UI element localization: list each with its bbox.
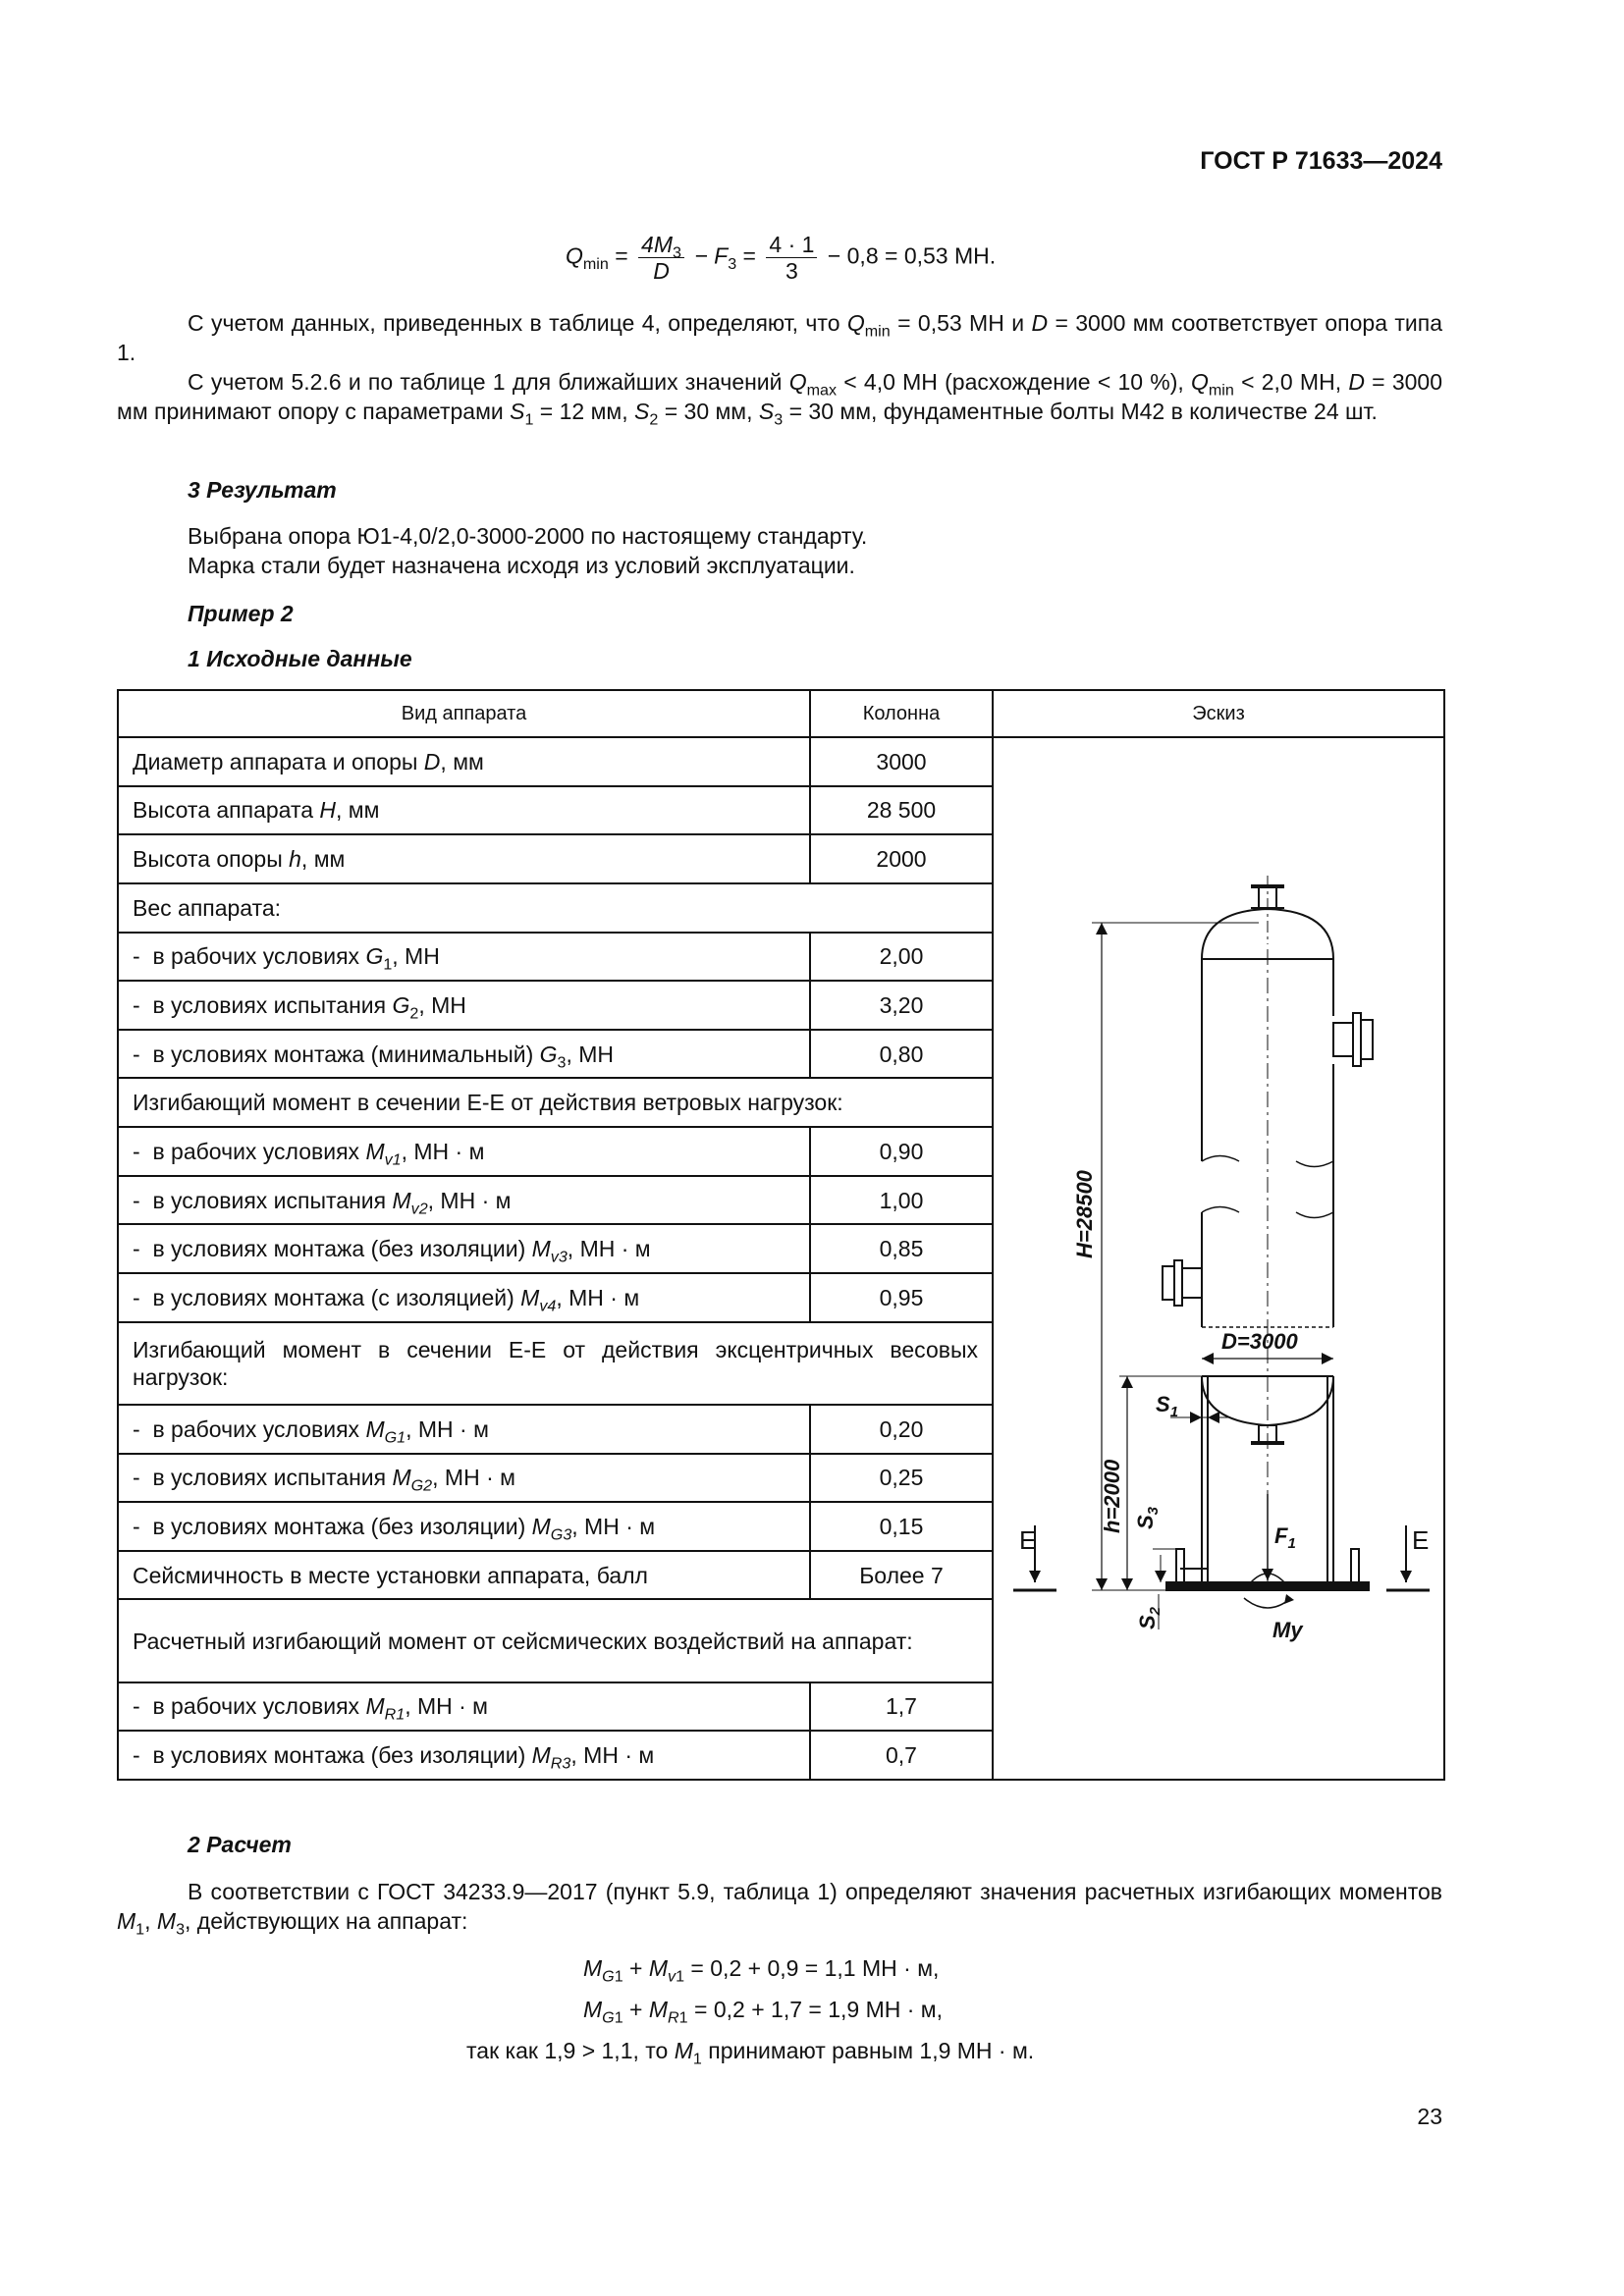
col-header-sketch: Эскиз <box>993 690 1444 737</box>
col-header-type: Вид аппарата <box>118 690 810 737</box>
row-value: 0,95 <box>810 1273 993 1322</box>
result-line-1: Выбрана опора Ю1-4,0/2,0-3000-2000 по настоящему стандарту. <box>188 523 868 549</box>
label-D: D=3000 <box>1221 1329 1298 1354</box>
column-sketch <box>994 738 1441 1779</box>
row-value: 0,85 <box>810 1224 993 1273</box>
fraction-4-3: $\frac{4 \cdot 1}{3}$ <box>766 232 817 284</box>
equation-conclusion: так как 1,9 > 1,1, то $M_1$ принимают равным 1,9 МН · м. <box>466 2038 1035 2068</box>
heading-result: 3 Результат <box>188 477 337 503</box>
standard-header: ГОСТ Р 71633—2024 <box>1200 147 1442 175</box>
label-E-left: E <box>1019 1525 1037 1555</box>
row-label: Диаметр аппарата и опоры D, мм <box>118 737 810 786</box>
row-label: - в рабочих условиях $G_1$, МН <box>118 933 810 982</box>
paragraph-support-choice: С учетом 5.2.6 и по таблице 1 для ближайших значений $Q_{max} < 4,0$ МН (расхождение < 10 %), $Q_{min} < 2,0$ МН, D = 3000 мм принимают опору с параметрами $S_1 = 12$ мм, $S_2 = 30$ мм, $S_3 = 30$ мм, фундаментные болты М42 в количестве 24 шт. <box>117 369 1443 429</box>
row-value: Более 7 <box>810 1551 993 1600</box>
row-label: - в условиях монтажа (без изоляции) $M_{v3}$, МН · м <box>118 1224 810 1273</box>
row-value: 0,80 <box>810 1030 993 1079</box>
table-row <box>118 737 1444 786</box>
fraction-4m3-d: $\frac{4M_3}{D}$ <box>638 232 684 284</box>
row-value: 2000 <box>810 834 993 883</box>
label-E-right: E <box>1412 1525 1430 1555</box>
row-label: - в условиях испытания $M_{v2}$, МН · м <box>118 1176 810 1225</box>
heading-input-data: 1 Исходные данные <box>188 646 412 671</box>
row-label: - в условиях монтажа (с изоляцией) $M_{v4}$, МН · м <box>118 1273 810 1322</box>
table-header-row <box>118 690 1444 737</box>
row-value: 28 500 <box>810 786 993 835</box>
row-value: 3000 <box>810 737 993 786</box>
col-header-column: Колонна <box>810 690 993 737</box>
row-label: Сейсмичность в месте установки аппарата, балл <box>118 1551 810 1600</box>
paragraph-calculation: В соответствии с ГОСТ 34233.9—2017 (пункт 5.9, таблица 1) определяют значения расчетных изгибающих моментов $M_1$, $M_3$, действующих на аппарат: <box>117 1879 1442 1939</box>
row-value: 3,20 <box>810 981 993 1030</box>
label-S2: $S_2$ <box>1135 1606 1164 1629</box>
equation-mg1-mv1: $M_{G1} + M_{v1} = 0,2 + 0,9 = 1,1$ МН · м, <box>583 1955 940 1986</box>
label-My: My <box>1272 1618 1303 1642</box>
row-value: 0,25 <box>810 1454 993 1503</box>
row-label: - в рабочих условиях $M_{R1}$, МН · м <box>118 1682 810 1732</box>
label-S3: $S_3$ <box>1133 1506 1162 1529</box>
row-value: 1,7 <box>810 1682 993 1732</box>
row-value: 2,00 <box>810 933 993 982</box>
row-label: - в условиях монтажа (без изоляции) $M_{R3}$, МН · м <box>118 1731 810 1780</box>
input-data-table <box>117 689 1445 1781</box>
row-value: 1,00 <box>810 1176 993 1225</box>
row-label: - в условиях испытания $G_2$, МН <box>118 981 810 1030</box>
row-label: - в рабочих условиях $M_{v1}$, МН · м <box>118 1127 810 1176</box>
row-label: Расчетный изгибающий момент от сейсмических воздействий на аппарат: <box>118 1599 993 1682</box>
row-label: Вес аппарата: <box>118 883 993 933</box>
row-label: Изгибающий момент в сечении Е-Е от действия эксцентричных весовых нагрузок: <box>118 1322 993 1405</box>
heading-calculation: 2 Расчет <box>188 1832 292 1857</box>
sketch-cell <box>993 737 1444 1780</box>
formula-qmin: $Q_{min}$ = $\frac{4M_3}{D}$ − $F_3$ = $\frac{4 \cdot 1}{3}$ − 0,8 = 0,53 МН. <box>566 232 997 284</box>
heading-example-2: Пример 2 <box>188 601 294 626</box>
equation-mg1-mr1: $M_{G1} + M_{R1} = 0,2 + 1,7 = 1,9$ МН · м, <box>583 1997 943 2027</box>
label-F1: $F_1$ <box>1274 1523 1296 1552</box>
row-label: Высота опоры h, мм <box>118 834 810 883</box>
paragraph-table4: С учетом данных, приведенных в таблице 4, определяют, что $Q_{min} = 0,53$ МН и D = 3000 мм соответствует опора типа 1. <box>117 310 1443 365</box>
row-label: Изгибающий момент в сечении Е-Е от действия ветровых нагрузок: <box>118 1078 993 1127</box>
row-value: 0,20 <box>810 1405 993 1454</box>
label-H: H=28500 <box>1072 1170 1097 1258</box>
page-number: 23 <box>1417 2104 1442 2129</box>
row-value: 0,7 <box>810 1731 993 1780</box>
label-S1: $S_1$ <box>1156 1392 1179 1420</box>
row-label: - в условиях монтажа (без изоляции) $M_{G3}$, МН · м <box>118 1502 810 1551</box>
row-label: - в условиях монтажа (минимальный) $G_3$, МН <box>118 1030 810 1079</box>
row-value: 0,90 <box>810 1127 993 1176</box>
row-label: - в условиях испытания $M_{G2}$, МН · м <box>118 1454 810 1503</box>
row-value: 0,15 <box>810 1502 993 1551</box>
row-label: - в рабочих условиях $M_{G1}$, МН · м <box>118 1405 810 1454</box>
row-label: Высота аппарата H, мм <box>118 786 810 835</box>
result-line-2: Марка стали будет назначена исходя из условий эксплуатации. <box>188 553 855 578</box>
label-h: h=2000 <box>1100 1459 1124 1533</box>
